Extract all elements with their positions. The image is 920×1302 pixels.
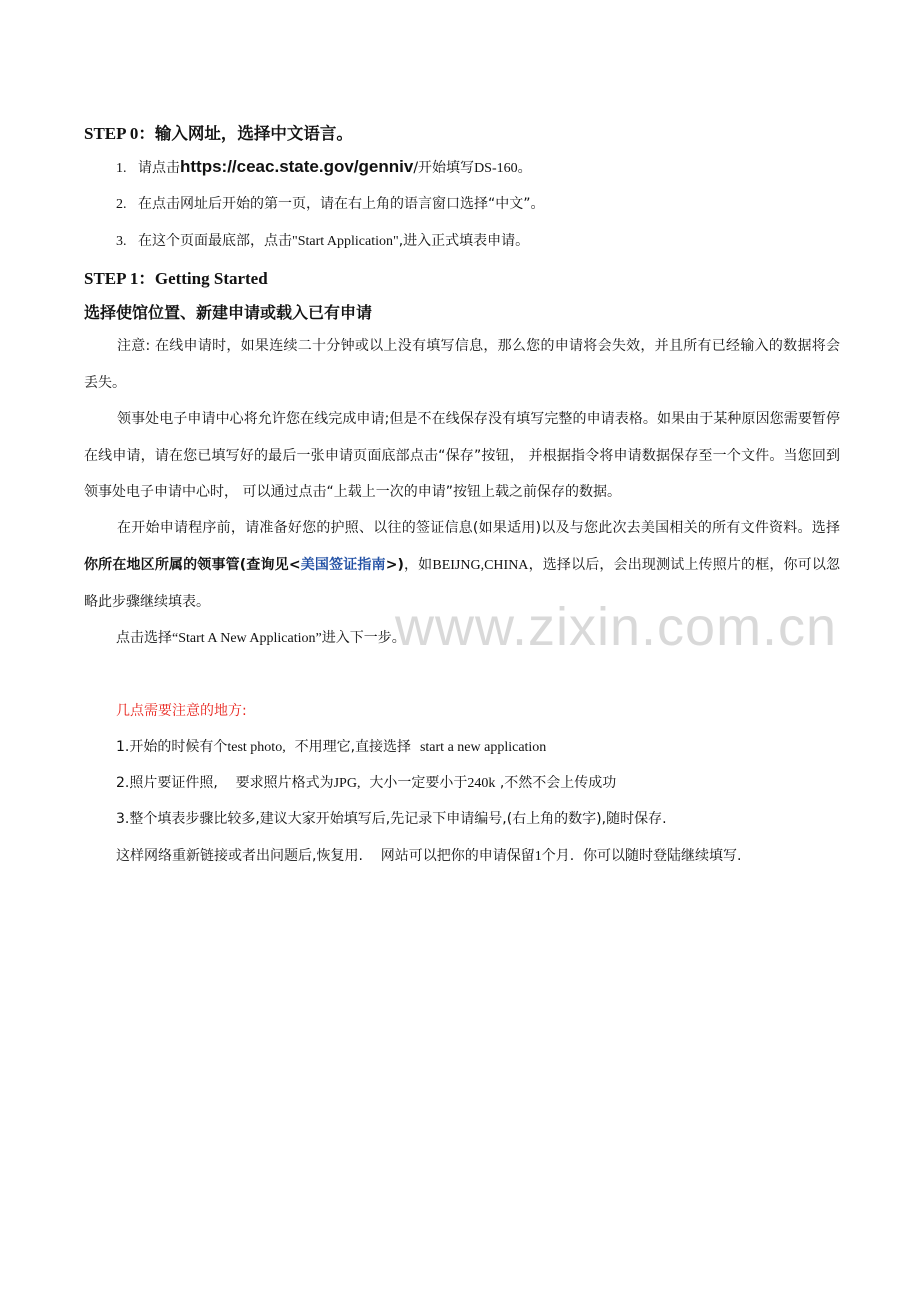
item-text: 请点击 <box>138 160 180 176</box>
notes-title: 几点需要注意的地方: <box>116 703 247 719</box>
note-text: 这样网络重新链接或者出问题后,恢复用. 网站可以把你的申请保留 <box>116 848 535 864</box>
note-text: ,不然不会上传成功 <box>495 775 617 791</box>
para-bold: 你所在地区所属的领事管(查询见< <box>84 556 301 573</box>
visa-guide-link[interactable]: 美国签证指南 <box>300 556 386 573</box>
item-text: 在这个页面最底部，点击 <box>138 233 292 249</box>
start-new-application-label: “Start A New Application” <box>172 631 322 646</box>
step1-separator: ： <box>138 269 155 288</box>
city-example: BEIJNG,CHINA <box>432 557 529 573</box>
step1-heading <box>84 265 268 289</box>
step0-item-1 <box>116 157 532 177</box>
note-text: JPG, <box>333 776 361 791</box>
note-text: 大小一定要小于 <box>360 775 468 791</box>
form-name: DS-160 <box>474 161 518 176</box>
step1-subtitle: 选择使馆位置、新建申请或载入已有申请 <box>84 303 373 322</box>
item-number: 2. <box>116 197 127 212</box>
note-2 <box>116 772 616 792</box>
note-text: 不用理它,直接选择 <box>285 739 420 755</box>
step0-item-3 <box>116 230 529 250</box>
note-1 <box>116 736 546 756</box>
step1-label: STEP 1 <box>84 269 139 288</box>
item-text: ,进入正式填表申请。 <box>398 233 530 249</box>
note-4 <box>116 845 742 865</box>
para-text: 在开始申请程序前，请准备好您的护照、以往的签证信息(如果适用)以及与您此次去美国相关的所有文件资料。选择 <box>117 520 840 536</box>
watermark: www.zixin.com.cn <box>395 597 838 657</box>
para-text: ，选择以后，会出现测试上传照片的框，你可以忽略此步骤继续填表。 <box>84 556 841 610</box>
note-text: start a new application <box>419 740 547 755</box>
item-number: 1. <box>116 161 127 176</box>
step0-title: ：输入网址，选择中文语言。 <box>138 124 353 143</box>
para-text: 进入下一步。 <box>321 630 406 646</box>
para-text: ，如 <box>403 556 433 573</box>
note-text: 个月. 你可以随时登陆继续填写. <box>541 848 742 864</box>
start-application-label: "Start Application" <box>292 234 399 249</box>
item-text: /开始填写 <box>413 160 475 176</box>
item-number: 3. <box>116 234 127 249</box>
para-bold: >) <box>385 556 404 573</box>
item-text: 在点击网址后开始的第一页，请在右上角的语言窗口选择“中文”。 <box>138 196 545 212</box>
note-text: 240k <box>467 776 496 791</box>
paragraph-note: 注意: 在线申请时，如果连续二十分钟或以上没有填写信息，那么您的申请将会失效，并且所有已经输入的数据将会丢失。 <box>84 338 840 391</box>
ceac-url-link[interactable]: https://ceac.state.gov/genniv <box>180 157 414 176</box>
note-text: 1.开始的时候有个 <box>116 739 228 755</box>
note-3: 3.整个填表步骤比较多,建议大家开始填写后,先记录下申请编号,(右上角的数字),随时保存. <box>116 811 667 827</box>
item-text: 。 <box>517 160 532 176</box>
note-text: 1 <box>534 849 542 864</box>
step0-heading <box>84 120 353 144</box>
step0-label: STEP 0 <box>84 124 139 143</box>
paragraph-save-info: 领事处电子申请中心将允许您在线完成申请;但是不在线保存没有填写完整的申请表格。如果由于某种原因您需要暂停在线申请，请在您已填写好的最后一张申请页面底部点击“保存”按钮， 并根据指令将申请数据保存至一个文件。当您回到领事处电子申请中心时， 可以通过点击“上载上一次的申请”按钮上载之前保存的数据。 <box>84 411 840 500</box>
para-text: 点击选择 <box>116 630 172 646</box>
step1-title: Getting Started <box>154 269 268 288</box>
note-text: test photo, <box>227 740 286 755</box>
step0-item-2 <box>116 193 545 213</box>
paragraph-next-step <box>116 627 406 647</box>
note-text: 2.照片要证件照, 要求照片格式为 <box>116 775 334 791</box>
